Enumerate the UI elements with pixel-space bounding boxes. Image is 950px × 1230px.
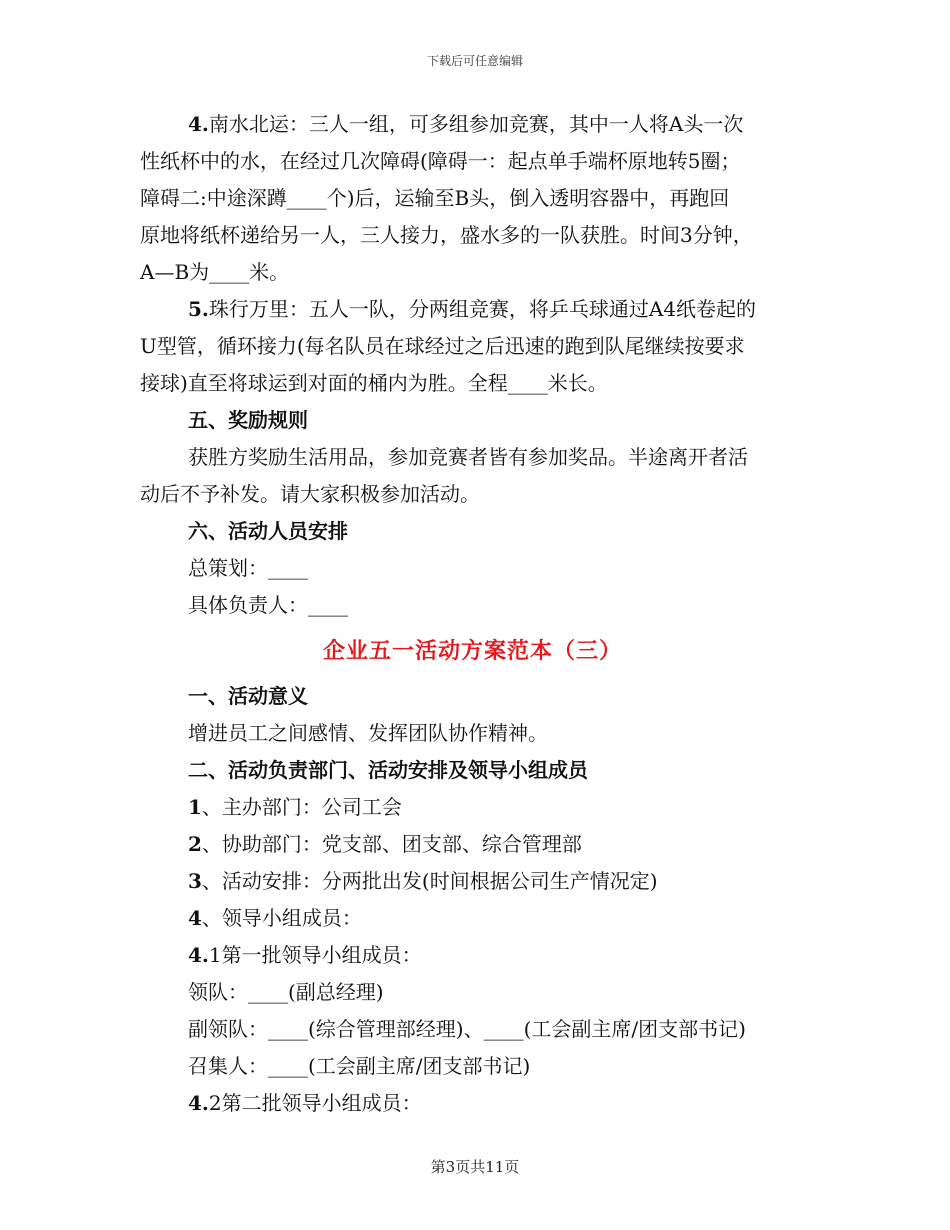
list-item [140, 789, 805, 826]
item-text: 、协助部门：党支部、团支部、综合管理部 [201, 832, 582, 856]
paragraph-line: 原地将纸杯递给另一人，三人接力，盛水多的一队获胜。时间3分钟， [140, 223, 753, 247]
page-header: 下载后可任意编辑 [426, 54, 523, 68]
paragraph-line: A—B为____米。 [140, 260, 290, 284]
item-number: 2 [188, 832, 202, 856]
document-body [140, 106, 805, 1122]
section-heading-significance: 一、活动意义 [188, 684, 308, 708]
item-number: 5. [188, 297, 209, 321]
item-number: 4. [188, 1091, 209, 1115]
staff-line-responsible: 具体负责人：____ [188, 593, 348, 617]
leader-line: 领队：____(副总经理) [188, 980, 384, 1004]
item-text: 珠行万里：五人一队，分两组竞赛，将乒乓球通过A4纸卷起的 [208, 297, 757, 321]
item-text: 、主办部门：公司工会 [201, 795, 402, 819]
section-heading-staff: 六、活动人员安排 [188, 519, 348, 543]
paragraph-line: U型管，循环接力(每名队员在球经过之后迅速的跑到队尾继续按要求 [140, 334, 745, 358]
paragraph-line: 接球)直至将球运到对面的桶内为胜。全程____米长。 [140, 371, 608, 395]
list-item [140, 863, 805, 900]
item-5-first-line [140, 291, 805, 328]
item-text: 、活动安排：分两批出发(时间根据公司生产情况定) [201, 869, 658, 893]
item-number: 4. [188, 112, 209, 136]
convener-line: 召集人：____(工会副主席/团支部书记) [188, 1054, 531, 1078]
page-footer: 第3页共11页 [430, 1158, 520, 1176]
paragraph-line: 性纸杯中的水，在经过几次障碍(障碍一：起点单手端杯原地转5圈； [140, 149, 741, 173]
item-text: 、领导小组成员： [201, 906, 362, 930]
deputy-leader-line: 副领队：____(综合管理部经理)、____(工会副主席/团支部书记) [188, 1017, 746, 1041]
item-text: 1第一批领导小组成员： [208, 943, 422, 967]
list-item [140, 900, 805, 937]
item-number: 1 [188, 795, 202, 819]
item-number: 4. [188, 943, 209, 967]
paragraph-line: 障碍二:中途深蹲____个)后，运输至B头，倒入透明容器中，再跑回 [140, 186, 730, 210]
staff-line-planner: 总策划：____ [188, 556, 308, 580]
item-text: 2第二批领导小组成员： [208, 1091, 422, 1115]
paragraph-line: 动后不予补发。请大家积极参加活动。 [140, 482, 480, 506]
sub-item-group-2 [140, 1085, 805, 1122]
document-title: 企业五一活动方案范本（三） [322, 638, 622, 664]
paragraph-line: 增进员工之间感情、发挥团队协作精神。 [188, 721, 548, 745]
item-number: 4 [188, 906, 202, 930]
paragraph-line: 获胜方奖励生活用品，参加竞赛者皆有参加奖品。半途离开者活 [188, 445, 748, 469]
section-heading-rewards: 五、奖励规则 [188, 408, 308, 432]
item-4-first-line [140, 106, 805, 143]
list-item [140, 826, 805, 863]
item-text: 南水北运：三人一组，可多组参加竞赛，其中一人将A头一次 [208, 112, 744, 136]
section-heading-departments: 二、活动负责部门、活动安排及领导小组成员 [188, 758, 588, 782]
item-number: 3 [188, 869, 202, 893]
sub-item-group-1 [140, 937, 805, 974]
